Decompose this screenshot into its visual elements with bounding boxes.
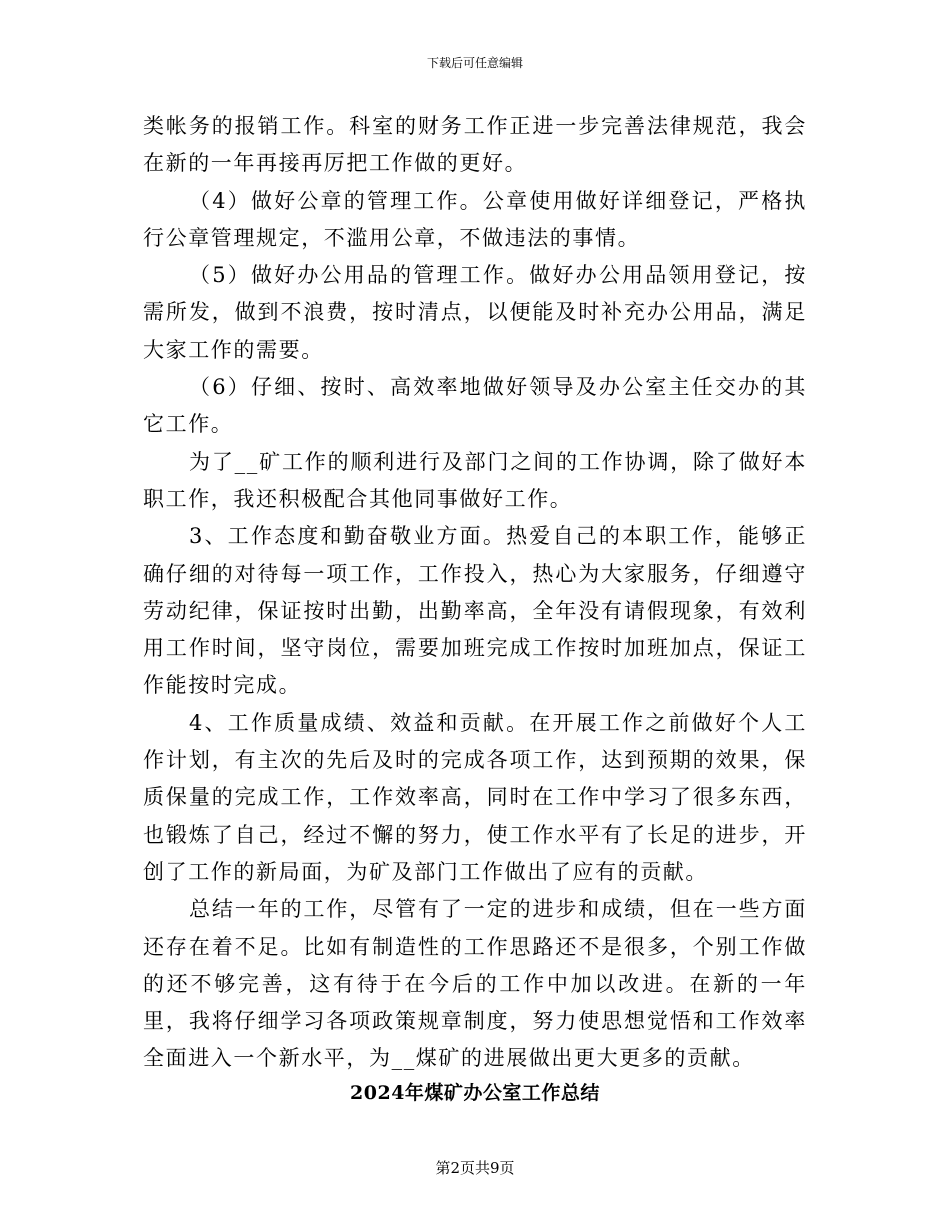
document-title: 2024年煤矿办公室工作总结	[350, 1082, 600, 1104]
document-body	[143, 108, 807, 1078]
paragraph: 总结一年的工作，尽管有了一定的进步和成绩，但在一些方面还存在着不足。比如有制造性的工作思路还不是很多，个别工作做的还不够完善，这有待于在今后的工作中加以改进。在新的一年里，我将仔细学习各项政策规章制度，努力使思想觉悟和工作效率全面进入一个新水平，为__煤矿的进展做出更大更多的贡献。	[143, 897, 807, 1071]
header-note: 下载后可任意编辑	[426, 56, 523, 70]
paragraph: （6）仔细、按时、高效率地做好领导及办公室主任交办的其它工作。	[143, 375, 807, 437]
page-number: 第2页共9页	[435, 1159, 515, 1177]
paragraph: （4）做好公章的管理工作。公章使用做好详细登记，严格执行公章管理规定，不滥用公章，不做违法的事情。	[143, 188, 807, 250]
paragraph: 类帐务的报销工作。科室的财务工作正进一步完善法律规范，我会在新的一年再接再厉把工作做的更好。	[143, 114, 807, 176]
paragraph: 3、工作态度和勤奋敬业方面。热爱自己的本职工作，能够正确仔细的对待每一项工作，工作投入，热心为大家服务，仔细遵守劳动纪律，保证按时出勤，出勤率高，全年没有请假现象，有效利用工作时间，坚守岗位，需要加班完成工作按时加班加点，保证工作能按时完成。	[143, 524, 807, 698]
paragraph: 4、工作质量成绩、效益和贡献。在开展工作之前做好个人工作计划，有主次的先后及时的完成各项工作，达到预期的效果，保质保量的完成工作，工作效率高，同时在工作中学习了很多东西，也锻炼了自己，经过不懈的努力，使工作水平有了长足的进步，开创了工作的新局面，为矿及部门工作做出了应有的贡献。	[143, 710, 807, 884]
paragraph: （5）做好办公用品的管理工作。做好办公用品领用登记，按需所发，做到不浪费，按时清点，以便能及时补充办公用品，满足大家工作的需要。	[143, 263, 807, 362]
paragraph: 为了__矿工作的顺利进行及部门之间的工作协调，除了做好本职工作，我还积极配合其他同事做好工作。	[143, 449, 807, 511]
